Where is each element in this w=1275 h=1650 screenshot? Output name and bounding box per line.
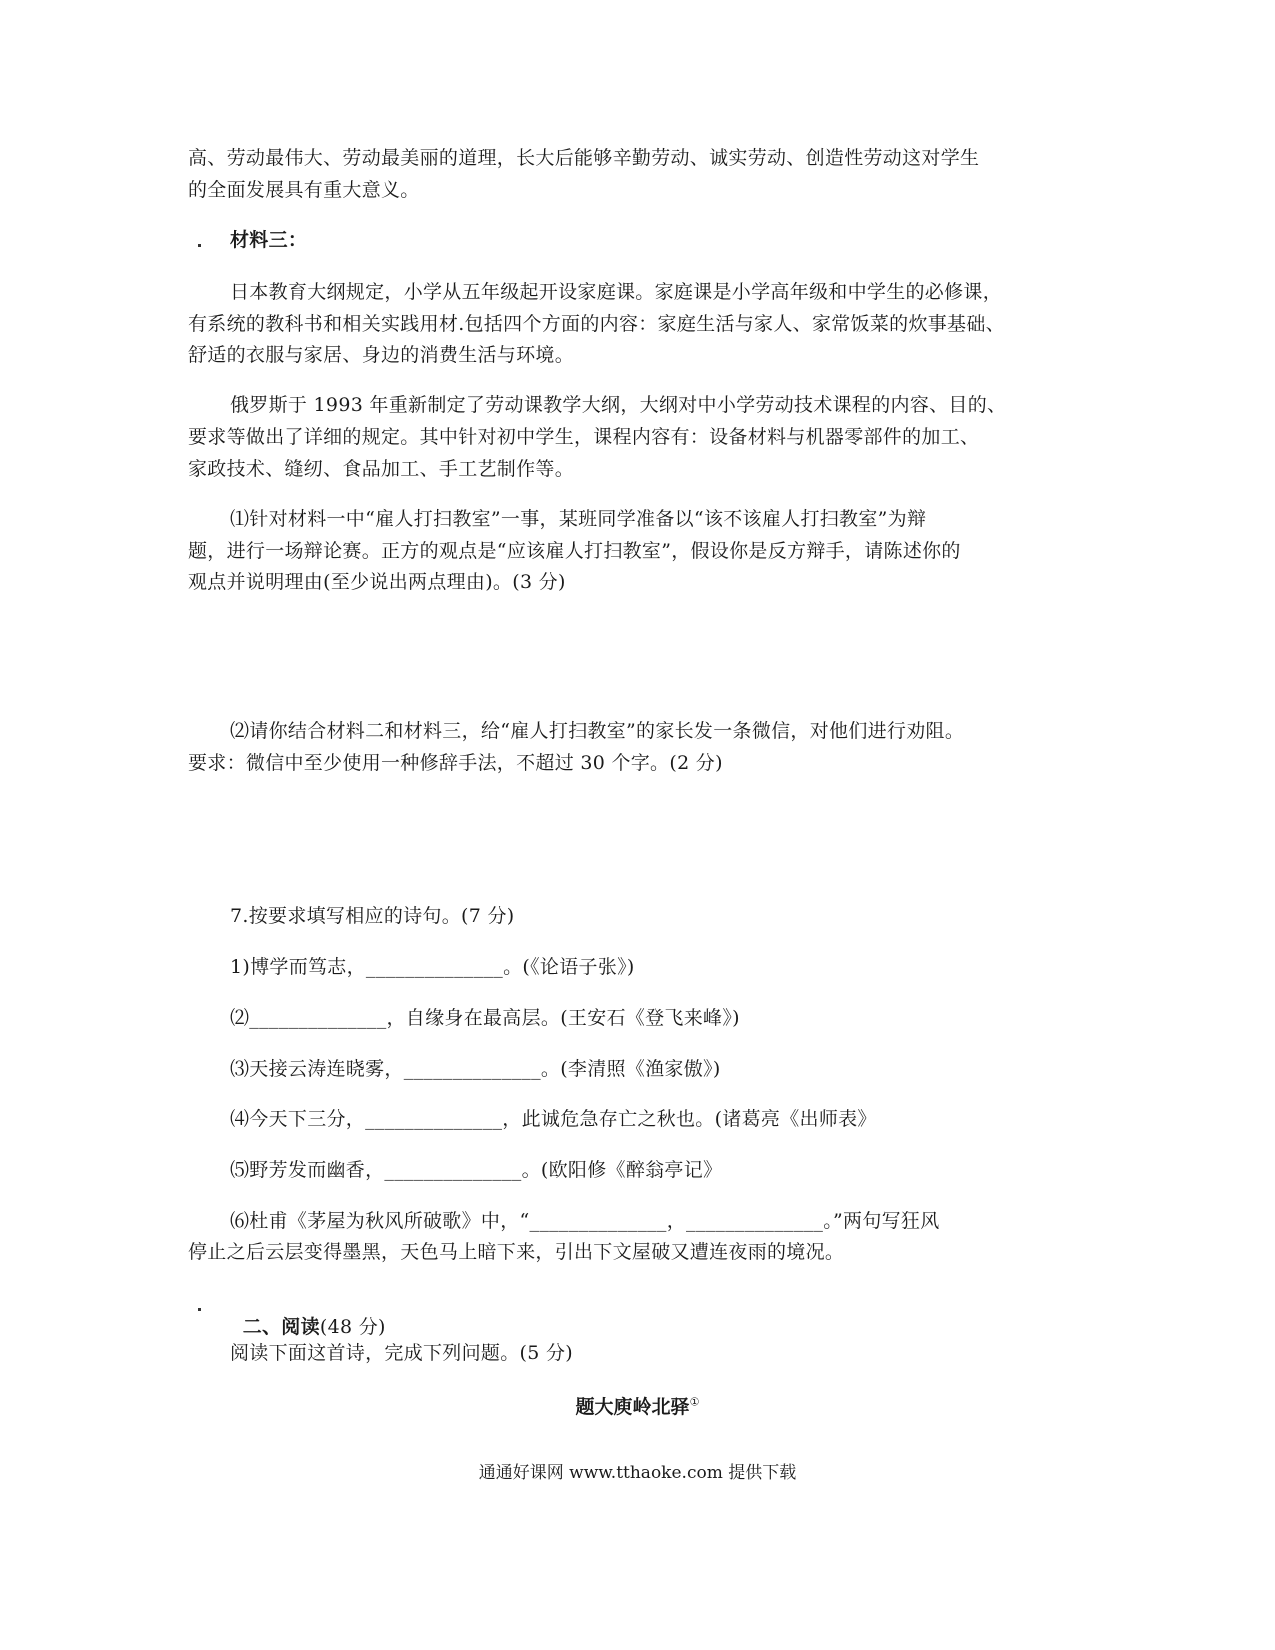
line-1: 高、劳动最伟大、劳动最美丽的道理，长大后能够辛勤劳动、诚实劳动、创造性劳动这对学生 (188, 147, 980, 169)
bullet-dot (198, 1308, 201, 1311)
fill-blank-1: 1)博学而笃志，______________。(《论语子张》) (230, 956, 635, 978)
section-two-title: 二、阅读 (242, 1316, 320, 1338)
page-footer: 通通好课网 www.tthaoke.com 提供下载 (478, 1463, 797, 1483)
question-1-line-3: 观点并说明理由(至少说出两点理由)。(3 分) (188, 571, 566, 593)
material-three-heading: 材料三： (230, 229, 308, 251)
line-6: 舒适的衣服与家居、身边的消费生活与环境。 (188, 344, 575, 366)
line-9: 家政技术、缝纫、食品加工、手工艺制作等。 (188, 458, 575, 480)
fill-blank-6-line-2: 停止之后云层变得墨黑，天色马上暗下来，引出下文屋破又遭连夜雨的境况。 (188, 1241, 845, 1263)
poem-title (0, 1392, 1275, 1419)
line-4: 日本教育大纲规定，小学从五年级起开设家庭课。家庭课是小学高年级和中学生的必修课， (230, 281, 1003, 303)
bullet-dot (198, 244, 201, 247)
fill-blank-5: ⑸野芳发而幽香，______________。(欧阳修《醉翁亭记》 (230, 1159, 723, 1181)
poem-title-text: 题大庾岭北驿 (575, 1396, 690, 1418)
section-two-score: (48 分) (319, 1316, 386, 1338)
poem-title-footnote-mark: ① (689, 1395, 700, 1409)
line-8: 要求等做出了详细的规定。其中针对初中学生，课程内容有：设备材料与机器零部件的加工、 (188, 426, 980, 448)
fill-blank-3: ⑶天接云涛连晓雾，______________。(李清照《渔家傲》) (230, 1058, 721, 1080)
question-7-heading: 7.按要求填写相应的诗句。(7 分) (230, 905, 515, 927)
line-2: 的全面发展具有重大意义。 (188, 179, 420, 201)
question-1-line-2: 题，进行一场辩论赛。正方的观点是“应该雇人打扫教室”，假设你是反方辩手，请陈述你的 (188, 540, 961, 562)
line-5: 有系统的教科书和相关实践用材.包括四个方面的内容：家庭生活与家人、家常饭菜的炊事基础、 (188, 313, 1005, 335)
question-1-line-1: ⑴针对材料一中“雇人打扫教室”一事，某班同学准备以“该不该雇人打扫教室”为辩 (230, 508, 927, 530)
reading-instruction: 阅读下面这首诗，完成下列问题。(5 分) (230, 1342, 573, 1364)
question-2-line-1: ⑵请你结合材料二和材料三，给“雇人打扫教室”的家长发一条微信，对他们进行劝阻。 (230, 720, 965, 742)
fill-blank-2: ⑵______________，自缘身在最高层。(王安石《登飞来峰》) (230, 1007, 740, 1029)
line-7: 俄罗斯于 1993 年重新制定了劳动课教学大纲，大纲对中小学劳动技术课程的内容、目的、 (230, 394, 1007, 416)
section-two-heading (230, 1291, 1090, 1339)
fill-blank-6-line-1: ⑹杜甫《茅屋为秋风所破歌》中，“______________，______________。”两句写狂风 (230, 1210, 940, 1232)
fill-blank-4: ⑷今天下三分，______________，此诚危急存亡之秋也。(诸葛亮《出师表》 (230, 1108, 877, 1130)
question-2-line-2: 要求：微信中至少使用一种修辞手法，不超过 30 个字。(2 分) (188, 752, 723, 774)
